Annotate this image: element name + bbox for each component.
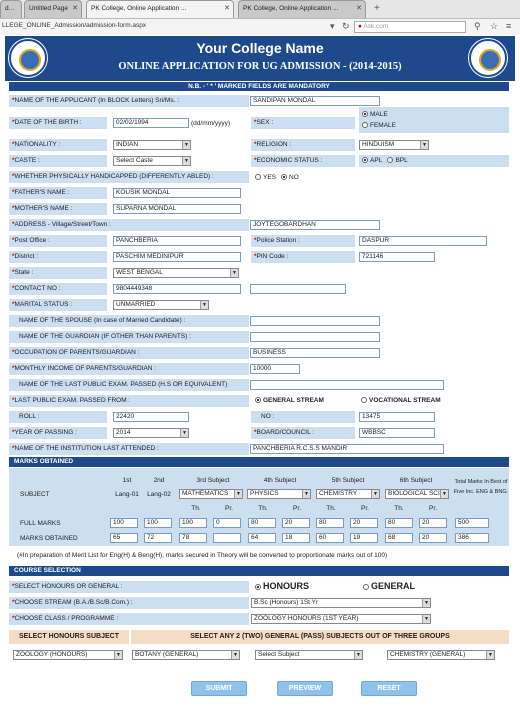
th-label: Th. <box>326 505 336 512</box>
obtained-cell[interactable]: 19 <box>350 533 378 543</box>
guardian-label: NAME OF THE GUARDIAN (IF OTHER THAN PARENTS) : <box>9 331 249 343</box>
full-cell[interactable]: 500 <box>455 518 489 528</box>
name-label: *NAME OF THE APPLICANT (In BLOCK Letters) Sri/Ms. : <box>9 95 249 107</box>
marks-section-header: MARKS OBTAINED <box>9 457 509 467</box>
sex-female-option[interactable]: FEMALE <box>362 120 509 131</box>
father-input[interactable]: KOUSIK MONDAL <box>113 188 241 198</box>
address-label: *ADDRESS - Village/Street/Town : <box>9 219 249 231</box>
marital-label: *MARITAL STATUS : <box>9 299 107 311</box>
general-radio[interactable] <box>363 584 369 590</box>
general-subject-2-select[interactable]: Select Subject ▼ <box>255 650 363 660</box>
url-bar[interactable] <box>0 18 520 35</box>
ask-logo-icon: ● <box>358 23 362 30</box>
lang-01-label: Lang-01 <box>115 491 139 498</box>
chevron-down-icon: ▼ <box>354 651 362 659</box>
tab-label: PK College, Online Application ... <box>91 5 187 12</box>
last-passed-from-label: *LAST PUBLIC EXAM. PASSED FROM : <box>9 395 249 407</box>
close-tab-icon[interactable]: ✕ <box>72 5 78 12</box>
handicap-yes-option[interactable]: YES <box>255 174 276 181</box>
general-subjects-header: SELECT ANY 2 (TWO) GENERAL (PASS) SUBJECTS OUT OF THREE GROUPS <box>131 630 509 644</box>
col-5th-subject: 5th Subject <box>331 477 365 484</box>
full-cell[interactable]: 100 <box>110 518 138 528</box>
state-label: *State : <box>9 267 107 279</box>
menu-icon[interactable]: ≡ <box>506 21 512 31</box>
pr-label: Pr. <box>293 505 301 512</box>
occupation-label: *OCCUPATION OF PARENTS/GUARDIAN : <box>9 347 249 359</box>
sex-male-option[interactable]: MALE <box>362 109 509 120</box>
chevron-down-icon: ▼ <box>440 490 448 498</box>
obtained-cell[interactable]: 68 <box>385 533 413 543</box>
subject-4-select[interactable]: PHYSICS ▼ <box>247 489 311 499</box>
marks-obtained-label: MARKS OBTAINED <box>20 535 78 542</box>
full-cell[interactable]: 100 <box>144 518 172 528</box>
pin-input[interactable]: 721146 <box>359 252 435 262</box>
chevron-down-icon: ▼ <box>200 301 208 309</box>
econ-bpl-option[interactable]: BPL <box>387 157 407 164</box>
year-label: *YEAR OF PASSING : <box>9 427 107 439</box>
general-stream-radio[interactable] <box>255 397 261 403</box>
college-logo-right <box>469 39 507 77</box>
income-input[interactable]: 10000 <box>250 364 300 374</box>
reload-icon[interactable]: ↻ <box>342 21 350 31</box>
dob-input[interactable]: 02/02/1994 <box>113 118 189 128</box>
full-cell[interactable]: 80 <box>316 518 344 528</box>
total-marks-header: Total Marks In Best of Five Inc. ENG & BNG. <box>453 479 509 495</box>
reset-button[interactable]: RESET <box>361 681 417 696</box>
subject-5-select[interactable]: CHEMISTRY ▼ <box>316 489 380 499</box>
econ-bpl-radio[interactable] <box>387 157 393 163</box>
chevron-down-icon: ▼ <box>231 651 239 659</box>
sex-label: *SEX : <box>251 117 355 129</box>
state-select[interactable]: WEST BENGAL ▼ <box>113 268 239 278</box>
district-input[interactable]: PASCHIM MEDINIPUR <box>113 252 241 262</box>
obtained-cell[interactable]: 65 <box>110 533 138 543</box>
search-placeholder: Ask.com <box>363 23 389 30</box>
general-subject-3-select[interactable]: CHEMISTRY (GENERAL) ▼ <box>387 650 495 660</box>
th-label: Th. <box>258 505 268 512</box>
subject-6-select[interactable]: BIOLOGICAL SCI ▼ <box>385 489 449 499</box>
year-select[interactable]: 2014 ▼ <box>113 428 189 438</box>
chevron-down-icon: ▼ <box>422 599 430 607</box>
form-header <box>5 36 515 81</box>
caste-select[interactable]: Select Caste ▼ <box>113 156 191 166</box>
subject-row-label: SUBJECT <box>20 491 50 498</box>
guardian-input[interactable] <box>250 332 380 342</box>
chevron-down-icon: ▼ <box>114 651 122 659</box>
chevron-down-icon: ▼ <box>234 490 242 498</box>
full-cell[interactable]: 0 <box>213 518 241 528</box>
income-label: *MONTHLY INCOME OF PARENTS/GUARDIAN : <box>9 363 249 375</box>
econ-apl-option[interactable]: APL <box>362 157 382 164</box>
col-2nd: 2nd <box>153 477 165 484</box>
search-icon[interactable]: ⚲ <box>474 21 481 31</box>
nationality-label: *NATIONALITY : <box>9 139 107 151</box>
sex-male-radio[interactable] <box>362 111 368 117</box>
honours-subject-header: SELECT HONOURS SUBJECT <box>9 630 129 644</box>
police-station-input[interactable]: DASPUR <box>359 236 487 246</box>
lang-02-label: Lang-02 <box>147 491 171 498</box>
spouse-label: NAME OF THE SPOUSE (In case of Married Candidate) : <box>9 315 249 327</box>
class-label: *CHOOSE CLASS / PROGRAMME : <box>9 613 249 625</box>
full-marks-label: FULL MARKS <box>20 520 61 527</box>
sex-options <box>359 107 509 133</box>
form-title: ONLINE APPLICATION FOR UG ADMISSION - (2014-2015) <box>118 61 402 72</box>
spouse-input[interactable] <box>250 316 380 326</box>
chevron-down-icon: ▼ <box>486 651 494 659</box>
general-option[interactable]: GENERAL <box>363 581 415 591</box>
religion-select[interactable]: HINDUISM ▼ <box>359 140 429 150</box>
full-cell[interactable]: 20 <box>282 518 310 528</box>
roll-label: ROLL : <box>9 411 107 423</box>
vocational-stream-radio[interactable] <box>361 397 367 403</box>
th-label: Th. <box>191 505 201 512</box>
chevron-down-icon: ▼ <box>420 141 428 149</box>
honours-general-label: *SELECT HONOURS OR GENERAL : <box>9 581 249 593</box>
roll-input[interactable]: 22420 <box>113 412 189 422</box>
full-cell[interactable]: 20 <box>419 518 447 528</box>
url-text[interactable]: LLEGE_ONLINE_Admission/admission-form.aspx <box>2 22 147 29</box>
search-input[interactable] <box>354 21 466 33</box>
general-subject-1-select[interactable]: BOTANY (GENERAL) ▼ <box>132 650 240 660</box>
pr-label: Pr. <box>429 505 437 512</box>
tab-1[interactable] <box>0 0 22 18</box>
obtained-cell[interactable]: 60 <box>316 533 344 543</box>
caste-label: *CASTE : <box>9 155 107 167</box>
col-4th-subject: 4th Subject <box>263 477 297 484</box>
class-select[interactable]: ZOOLOGY HONOURS (1ST YEAR) ▼ <box>251 614 431 624</box>
close-tab-icon[interactable]: ✕ <box>224 5 230 12</box>
no-input[interactable]: 13475 <box>359 412 435 422</box>
course-section-header: COURSE SELECTION <box>9 566 509 576</box>
institution-input[interactable]: PANCHBERIA R.C.S.S MANDIR <box>250 444 444 454</box>
full-cell[interactable]: 20 <box>350 518 378 528</box>
tab-pk-college-1[interactable] <box>86 0 234 18</box>
pr-label: Pr. <box>361 505 369 512</box>
col-6th-subject: 6th Subject <box>399 477 433 484</box>
tab-label: Untitled Page <box>29 5 69 12</box>
obtained-cell[interactable]: 18 <box>282 533 310 543</box>
father-label: *FATHER'S NAME : <box>9 187 107 199</box>
mother-label: *MOTHER'S NAME : <box>9 203 107 215</box>
dropdown-icon[interactable]: ▾ <box>330 21 335 31</box>
obtained-cell[interactable]: 20 <box>419 533 447 543</box>
honours-subject-select[interactable]: ZOOLOGY (HONOURS) ▼ <box>13 650 123 660</box>
chevron-down-icon: ▼ <box>230 269 238 277</box>
new-tab-icon[interactable]: + <box>374 3 380 14</box>
post-office-input[interactable]: PANCHBERIA <box>113 236 241 246</box>
dob-format-hint: (dd/mm/yyyy) <box>191 120 230 127</box>
chevron-down-icon: ▼ <box>182 141 190 149</box>
board-label: *BOARD/COUNCIL : <box>251 427 355 439</box>
board-input[interactable]: WBBSC <box>359 428 435 438</box>
handicap-yes-radio[interactable] <box>255 174 261 180</box>
chevron-down-icon: ▼ <box>302 490 310 498</box>
chevron-down-icon: ▼ <box>422 615 430 623</box>
bookmark-star-icon[interactable]: ☆ <box>490 21 499 31</box>
stream-label: *CHOOSE STREAM (B.A./B.Sc/B.Com.) : <box>9 597 249 609</box>
college-name: Your College Name <box>196 40 324 56</box>
close-tab-icon[interactable]: ✕ <box>356 5 362 12</box>
religion-label: *RELIGION : <box>251 139 355 151</box>
honours-option[interactable]: HONOURS <box>255 581 309 591</box>
submit-button[interactable]: SUBMIT <box>191 681 247 696</box>
nationality-select[interactable]: INDIAN ▼ <box>113 140 191 150</box>
no-label: NO : <box>251 411 355 423</box>
full-cell[interactable]: 80 <box>248 518 276 528</box>
contact-input[interactable]: 9804449348 <box>113 284 241 294</box>
economic-status-label: *ECONOMIC STATUS : <box>251 155 355 167</box>
econ-apl-radio[interactable] <box>362 157 368 163</box>
mandatory-note: N.B. - ' * ' MARKED FIELDS ARE MANDATORY <box>9 82 509 91</box>
pin-label: *PIN Code : <box>251 251 355 263</box>
sex-female-radio[interactable] <box>362 122 368 128</box>
marks-note: (#In preparation of Merit List for Eng(H) & Beng(H), marks secured in Theory will be converted to proportionate marks out of 100) <box>17 552 388 559</box>
chevron-down-icon: ▼ <box>182 157 190 165</box>
subject-3-select[interactable]: MATHEMATICS ▼ <box>179 489 243 499</box>
handicap-no-radio[interactable] <box>281 174 287 180</box>
full-cell[interactable]: 100 <box>179 518 207 528</box>
chevron-down-icon: ▼ <box>371 490 379 498</box>
economic-status-options <box>359 155 509 167</box>
police-station-label: *Police Station : <box>251 235 355 247</box>
handicap-label: *WHETHER PHYSICALLY HANDICAPPED (DIFFERENTLY ABLED) : <box>9 171 249 183</box>
obtained-cell[interactable] <box>213 533 241 543</box>
address-input[interactable]: JOYTEGOBARDHAN <box>250 220 380 230</box>
institution-label: *NAME OF THE INSTITUTION LAST ATTENDED : <box>9 443 249 455</box>
occupation-input[interactable]: BUSINESS <box>250 348 380 358</box>
full-cell[interactable]: 80 <box>385 518 413 528</box>
last-exam-input[interactable] <box>250 380 444 390</box>
contact-label: *CONTACT NO : <box>9 283 107 295</box>
obtained-cell[interactable]: 78 <box>179 533 207 543</box>
chevron-down-icon: ▼ <box>180 429 188 437</box>
browser-chrome <box>0 0 520 35</box>
admission-form <box>5 36 515 706</box>
th-label: Th. <box>394 505 404 512</box>
obtained-cell[interactable]: 72 <box>144 533 172 543</box>
name-input[interactable]: SANDIPAN MONDAL <box>250 96 380 106</box>
stream-select[interactable]: B.Sc (Honours) 1St Yr ▼ <box>251 598 431 608</box>
honours-radio[interactable] <box>255 584 261 590</box>
col-3rd-subject: 3rd Subject <box>196 477 230 484</box>
handicap-no-option[interactable]: NO <box>281 174 299 181</box>
col-1st: 1st <box>122 477 132 484</box>
marital-select[interactable]: UNMARRIED ▼ <box>113 300 209 310</box>
tab-label: d... <box>5 5 15 12</box>
district-label: *District : <box>9 251 107 263</box>
tab-pk-college-2[interactable] <box>238 0 366 18</box>
tab-label: PK College, Online Application ... <box>243 5 339 12</box>
vocational-stream-option[interactable]: VOCATIONAL STREAM <box>361 397 441 404</box>
obtained-cell[interactable]: 386 <box>455 533 489 543</box>
pr-label: Pr. <box>225 505 233 512</box>
last-exam-label: NAME OF THE LAST PUBLIC EXAM. PASSED (H.S OR EQUIVALENT) <box>9 379 249 391</box>
general-stream-option[interactable]: GENERAL STREAM <box>255 397 324 404</box>
dob-label: *DATE OF THE BIRTH : <box>9 117 107 129</box>
tab-untitled[interactable] <box>24 0 82 18</box>
post-office-label: *Post Office : <box>9 235 107 247</box>
preview-button[interactable]: PREVIEW <box>277 681 333 696</box>
mother-input[interactable]: SUPARNA MONDAL <box>113 204 241 214</box>
obtained-cell[interactable]: 64 <box>248 533 276 543</box>
contact-alt-input[interactable] <box>250 284 346 294</box>
